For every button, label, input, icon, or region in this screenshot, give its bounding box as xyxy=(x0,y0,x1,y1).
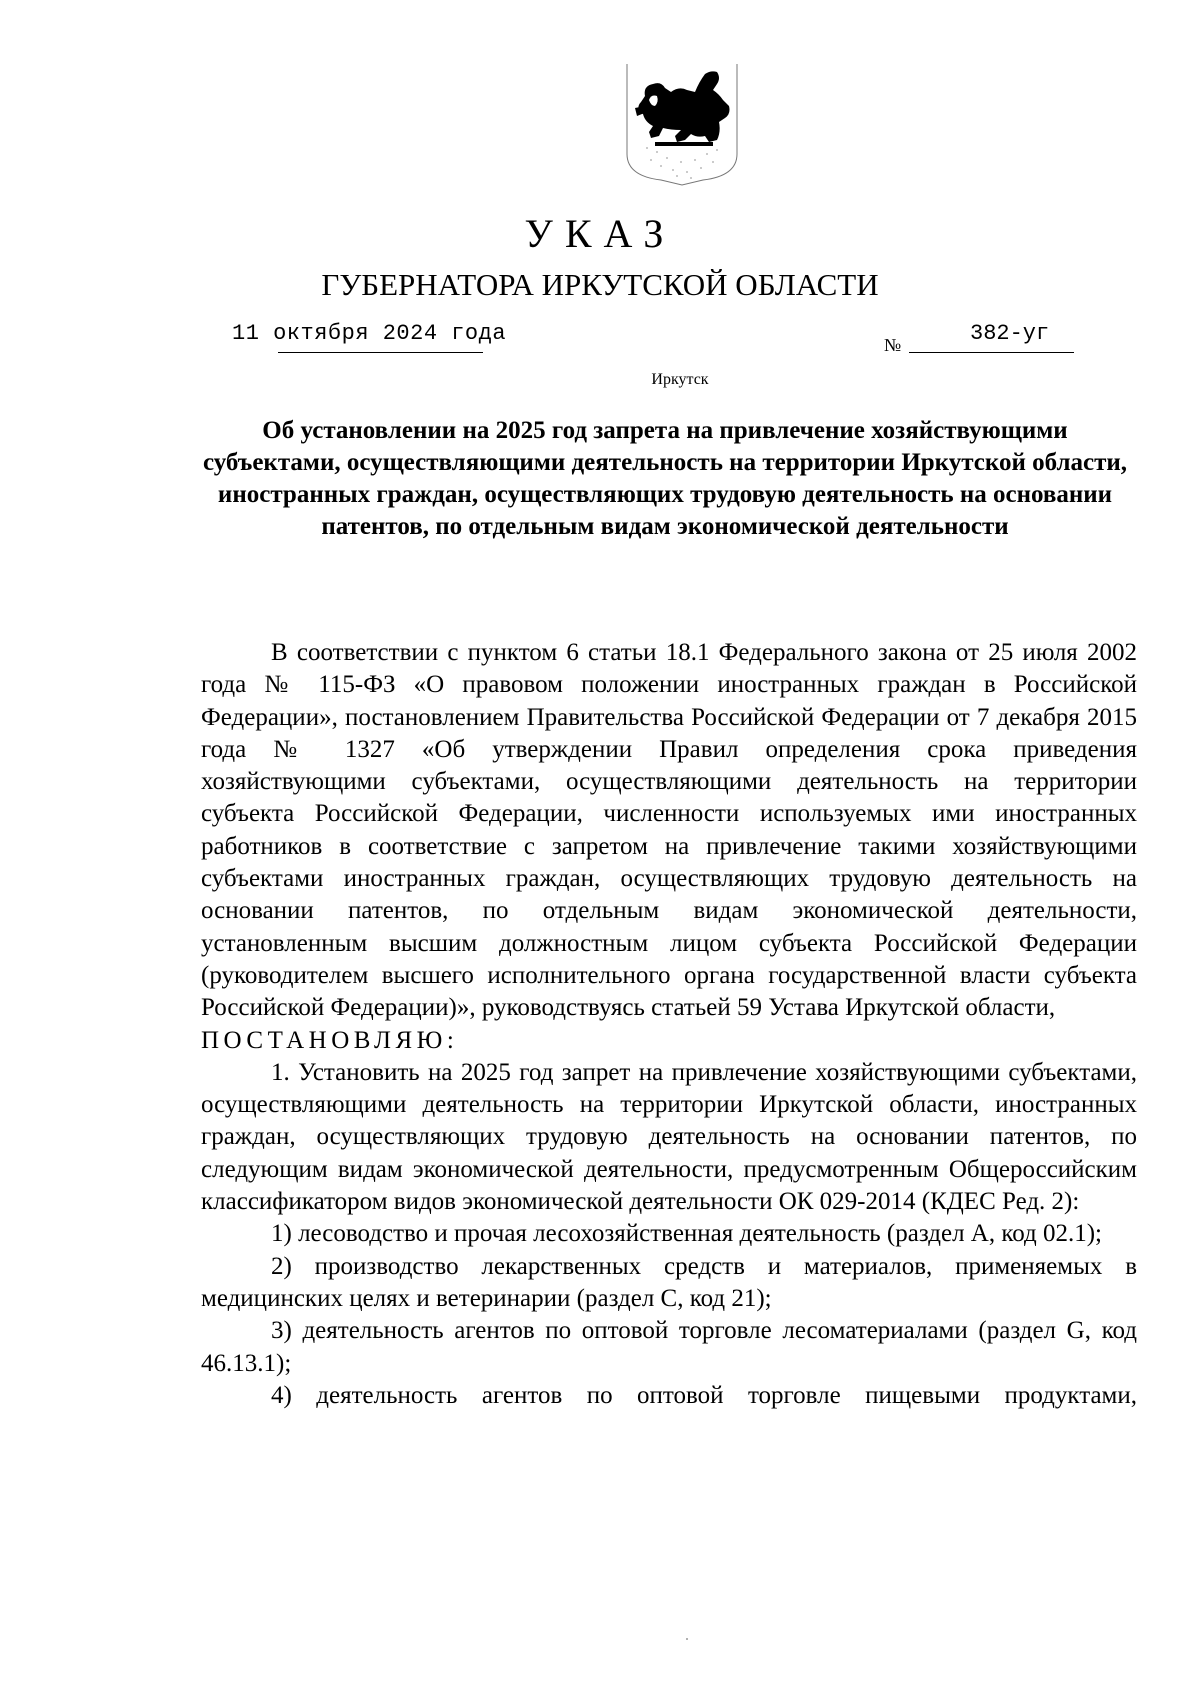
document-type: УКАЗ xyxy=(524,211,676,256)
document-body xyxy=(201,637,1137,1412)
document-number: 382-уг xyxy=(970,321,1050,346)
list-item: 4) деятельность агентов по оптовой торговле пищевыми продуктами, xyxy=(271,1381,1137,1409)
preamble-paragraph: В соответствии с пунктом 6 статьи 18.1 Федерального закона от 25 июля 2002 года № 115-ФЗ «О правовом положении иностранных граждан в Российской Федерации», постановлением Правительства Российской Федерации от 7 декабря 2015 года № 1327 «Об утверждении Правил определения срока приведения хозяйствующими субъектами, осуществляющими деятельность на территории субъекта Российской Федерации, численности используемых ими иностранных работников в соответствие с запретом на привлечение такими хозяйствующими субъектами иностранных граждан, осуществляющих трудовую деятельность на основании патентов, по отдельным видам экономической деятельности, установленным высшим должностным лицом субъекта Российской Федерации (руководителем высшего исполнительного органа государственной власти субъекта Российской Федерации)», руководствуясь статьей 59 Устава Иркутской области, xyxy=(201,639,1137,1022)
resolve-heading: ПОСТАНОВЛЯЮ: xyxy=(201,1026,459,1054)
document-date: 11 октября 2024 года xyxy=(232,321,507,346)
number-sign: № xyxy=(884,335,902,355)
date-underline xyxy=(278,352,483,353)
list-item: 1) лесоводство и прочая лесохозяйственная деятельность (раздел А, код 02.1); xyxy=(271,1220,1103,1248)
issuer-title: ГУБЕРНАТОРА ИРКУТСКОЙ ОБЛАСТИ xyxy=(321,267,879,302)
issue-city: Иркутск xyxy=(651,371,709,388)
list-item: 2) производство лекарственных средств и материалов, применяемых в медицинских целях и ветеринарии (раздел С, код 21); xyxy=(201,1252,1137,1312)
scan-dot xyxy=(686,1638,688,1640)
document-subject: Об установлении на 2025 год запрета на привлечение хозяйствующими субъектами, осуществляющими деятельность на территории Иркутской области, иностранных граждан, осуществляющих трудовую деятельность на основании патентов, по отдельным видам экономической деятельности xyxy=(202,417,1128,540)
number-underline xyxy=(909,352,1074,353)
list-item: 3) деятельность агентов по оптовой торговле лесоматериалами (раздел G, код 46.13.1); xyxy=(201,1317,1137,1377)
irkutsk-coat-of-arms xyxy=(621,56,743,186)
point-1-paragraph: 1. Установить на 2025 год запрет на привлечение хозяйствующими субъектами, осуществляющими деятельность на территории Иркутской области, иностранных граждан, осуществляющих трудовую деятельность на основании патентов, по следующим видам экономической деятельности, предусмотренным Общероссийским классификатором видов экономической деятельности ОК 029-2014 (КДЕС Ред. 2): xyxy=(201,1058,1137,1216)
